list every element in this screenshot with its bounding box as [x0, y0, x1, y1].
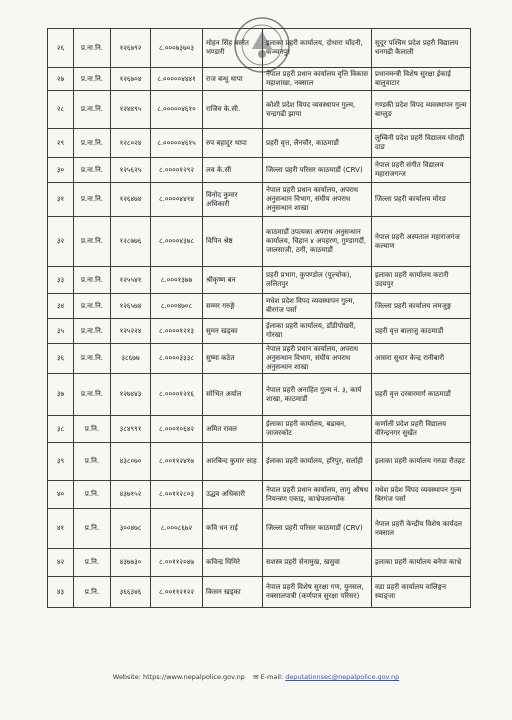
name-cell: सुमन खड्का: [203, 319, 263, 344]
id-number-cell: ८.००००३३३८: [151, 344, 203, 374]
staff-number-cell: १२८०२४: [111, 129, 151, 158]
transfer-table: [47, 28, 471, 608]
serial-number-cell: ४२: [48, 549, 74, 577]
id-number-cell: ८.००००१२९२: [151, 158, 203, 183]
new-office-cell: इलाका प्रहरी कार्यालय गरुडा रौतहट: [372, 443, 471, 481]
page-footer: [0, 673, 512, 681]
current-office-cell: नेपाल प्रहरी प्रधान कार्यालय, अपराध अनुसन्धान विभाग, संघीय अपराध अनुसन्धान शाखा: [263, 344, 372, 374]
name-cell: किसन खड्का: [203, 577, 263, 608]
serial-number-cell: ३०: [48, 158, 74, 183]
staff-number-cell: ४३७७३०: [111, 549, 151, 577]
table-row: [48, 549, 471, 577]
staff-number-cell: १२६७०४: [111, 68, 151, 91]
current-office-cell: इलाका प्रहरी कार्यालय, दोधारा चाँदनी, कञ्चनपुर: [263, 29, 372, 68]
name-cell: श्रीकृष्ण बन: [203, 267, 263, 294]
name-cell: सम्मर गरुङ्गे: [203, 294, 263, 319]
current-office-cell: नेपाल प्रहरी प्रधान कार्यालय, लागु औषध नियन्त्रण एकाइ, काभ्रेपलान्चोक: [263, 481, 372, 509]
id-number-cell: ८.०००८६७२: [151, 509, 203, 549]
website-label: Website: https://www.nepalpolice.gov.np: [112, 673, 245, 681]
current-office-cell: ईलाका प्रहरी कार्यालय, डाँडीपोखरी, गोरखा: [263, 319, 372, 344]
serial-number-cell: ३३: [48, 267, 74, 294]
serial-number-cell: २९: [48, 129, 74, 158]
new-office-cell: प्रधानमन्त्री विशेष सुरक्षा ईकाई बालुवाटार: [372, 68, 471, 91]
table-row: [48, 217, 471, 267]
current-office-cell: नेपाल प्रहरी अनाहित गुल्म नं. ३, कार्य शाखा, काठमाडौं: [263, 374, 372, 416]
name-cell: लव के.सी: [203, 158, 263, 183]
new-office-cell: सुदूर पश्चिम प्रदेश प्रहरी विद्यालय धनगढी कैलाली: [372, 29, 471, 68]
id-number-cell: ८.००११२०४७: [151, 549, 203, 577]
rank-cell: प्र.नि.: [74, 416, 111, 443]
name-cell: विपिन श्रेष्ठ: [203, 217, 263, 267]
table-row: [48, 68, 471, 91]
id-number-cell: ८.०००००४६१०: [151, 91, 203, 129]
staff-number-cell: ४३८०७०: [111, 443, 151, 481]
rank-cell: प्र.ना.नि.: [74, 183, 111, 217]
staff-number-cell: १२६५७४: [111, 294, 151, 319]
id-number-cell: ८.००११२१२२: [151, 577, 203, 608]
new-office-cell: इलाका प्रहरी कार्यालय बनेपा काभ्रे: [372, 549, 471, 577]
rank-cell: प्र.नि.: [74, 577, 111, 608]
table-row: [48, 183, 471, 217]
name-cell: उद्धव अधिकारी: [203, 481, 263, 509]
table-row: [48, 294, 471, 319]
rank-cell: प्र.ना.नि.: [74, 129, 111, 158]
current-office-cell: काठमाडौं उपत्यका अपराध अनुसन्धान कार्यालय, चिहान ४ अपहरण, गुण्डागर्दी, जालसाजी, ठगी, काठमाडौं: [263, 217, 372, 267]
table-row: [48, 577, 471, 608]
serial-number-cell: २७: [48, 68, 74, 91]
current-office-cell: सशस्त्र प्रहरी सेनामुख, खसुवा: [263, 549, 372, 577]
id-number-cell: ८.००००१२१६: [151, 374, 203, 416]
staff-number-cell: ३६६३४६: [111, 577, 151, 608]
new-office-cell: वडा प्रहरी कार्यालय वालिङ्गन स्याङ्जा: [372, 577, 471, 608]
table-row: [48, 129, 471, 158]
new-office-cell: नेपाल प्रहरी अस्पताल महाराजगंज कल्याण: [372, 217, 471, 267]
serial-number-cell: २६: [48, 29, 74, 68]
current-office-cell: जिल्ला प्रहरी परिसर काठमाडौं (CRV): [263, 509, 372, 549]
rank-cell: प्र.ना.नि.: [74, 344, 111, 374]
new-office-cell: इलाका प्रहरी कार्यालय कटारी उदयपुर: [372, 267, 471, 294]
new-office-cell: प्रहरी वृत्त बालाजु काठमाडौं: [372, 319, 471, 344]
serial-number-cell: ३८: [48, 416, 74, 443]
new-office-cell: लुम्बिनी प्रदेश प्रहरी विद्यालय घोराही दाङ: [372, 129, 471, 158]
staff-number-cell: १२६७९२: [111, 29, 151, 68]
rank-cell: प्र.ना.नि.: [74, 158, 111, 183]
rank-cell: प्र.नि.: [74, 509, 111, 549]
table-row: [48, 416, 471, 443]
transfer-table-body: [48, 29, 471, 608]
table-row: [48, 509, 471, 549]
serial-number-cell: ३७: [48, 374, 74, 416]
serial-number-cell: ३९: [48, 443, 74, 481]
staff-number-cell: १२५६२५: [111, 158, 151, 183]
staff-number-cell: १२७४४३: [111, 374, 151, 416]
name-cell: कवि धन राई: [203, 509, 263, 549]
new-office-cell: नेपाल प्रहरी केन्द्रीय विशेष कार्यदल नक्साल: [372, 509, 471, 549]
name-cell: सुष्मा कठेत: [203, 344, 263, 374]
table-row: [48, 319, 471, 344]
current-office-cell: ईलाका प्रहरी कार्यालय, हरिपुर, सर्लाही: [263, 443, 372, 481]
current-office-cell: जिल्ला प्रहरी परिसर काठमाडौं (CRV): [263, 158, 372, 183]
serial-number-cell: ३१: [48, 183, 74, 217]
staff-number-cell: १२५२२४: [111, 319, 151, 344]
serial-number-cell: ४१: [48, 509, 74, 549]
new-office-cell: जिल्ला प्रहरी कार्यालय मोरङ: [372, 183, 471, 217]
current-office-cell: ईलाका प्रहरी कार्यालय, बढाबन, जाजरकोट: [263, 416, 372, 443]
rank-cell: प्र.ना.नि.: [74, 68, 111, 91]
name-cell: राज बन्धु थापा: [203, 68, 263, 91]
rank-cell: प्र.ना.नि.: [74, 217, 111, 267]
id-number-cell: ८.००११२८०३: [151, 481, 203, 509]
rank-cell: प्र.नि.: [74, 549, 111, 577]
staff-number-cell: ४३७१५२: [111, 481, 151, 509]
current-office-cell: कोशी प्रदेश विपद व्यवस्थापन गुल्म, चन्द्रगढी झापा: [263, 91, 372, 129]
name-cell: कविन्द्र घिमिरे: [203, 549, 263, 577]
table-row: [48, 29, 471, 68]
id-number-cell: ८.००००१२१३: [151, 319, 203, 344]
rank-cell: प्र.ना.नि.: [74, 374, 111, 416]
rank-cell: प्र.ना.नि.: [74, 91, 111, 129]
id-number-cell: ८.००००४३७८: [151, 217, 203, 267]
current-office-cell: नेपाल प्रहरी विशेष सुरक्षा गण, युनसल, नक्सालपात्री (कर्णपात्र सुरक्षा परिसर): [263, 577, 372, 608]
name-cell: सोभित अर्याल: [203, 374, 263, 416]
id-number-cell: ८.०००००४६१५: [151, 129, 203, 158]
serial-number-cell: २८: [48, 91, 74, 129]
id-number-cell: ८.०००७३७०३: [151, 29, 203, 68]
table-row: [48, 91, 471, 129]
name-cell: मोहन सिंह बस्नेत भण्डारी: [203, 29, 263, 68]
name-cell: आरबिन्द कुमार साह: [203, 443, 263, 481]
serial-number-cell: ४३: [48, 577, 74, 608]
serial-number-cell: ३२: [48, 217, 74, 267]
current-office-cell: प्रहरी प्रभाग, कुपण्डोल (पुल्चोक), ललितपुर: [263, 267, 372, 294]
new-office-cell: कर्णाली प्रदेश प्रहरी विद्यालय वीरेन्द्रनगर सुर्खेत: [372, 416, 471, 443]
name-cell: राजिव के.सी.: [203, 91, 263, 129]
staff-number-cell: १२८७७६: [111, 217, 151, 267]
current-office-cell: मधेश प्रदेश विपद व्यवस्थापन गुल्म, बीरगंज पर्सा: [263, 294, 372, 319]
staff-number-cell: १२६४७४: [111, 183, 151, 217]
new-office-cell: प्रहरी वृत्त दरबारमार्ग काठमाडौं: [372, 374, 471, 416]
table-row: [48, 158, 471, 183]
rank-cell: प्र.ना.नि.: [74, 267, 111, 294]
table-row: [48, 267, 471, 294]
email-icon: ✉: [253, 673, 259, 681]
rank-cell: प्र.ना.नि.: [74, 29, 111, 68]
new-office-cell: मधेश प्रदेश विपद व्यवस्थापन गुल्म बिरगंज पर्सा: [372, 481, 471, 509]
id-number-cell: ८.०००००४४४१: [151, 68, 203, 91]
table-row: [48, 374, 471, 416]
new-office-cell: नेपाल प्रहरी संगीत विद्यालय महाराजगन्ज: [372, 158, 471, 183]
name-cell: विनोद कुमार अधिकारी: [203, 183, 263, 217]
rank-cell: प्र.ना.नि.: [74, 319, 111, 344]
new-office-cell: आसरा सुधार केन्द्र रानीबारी: [372, 344, 471, 374]
current-office-cell: प्रहरी वृत्त, लैनचौर, काठमाडौं: [263, 129, 372, 158]
staff-number-cell: ३००४७८: [111, 509, 151, 549]
table-row: [48, 481, 471, 509]
id-number-cell: ८.०००१०६४२: [151, 416, 203, 443]
rank-cell: प्र.नि.: [74, 481, 111, 509]
staff-number-cell: ३८४९९१: [111, 416, 151, 443]
new-office-cell: गण्डकी प्रदेश विपद व्यवस्थापन गुल्म बाग्लुङ: [372, 91, 471, 129]
rank-cell: प्र.नि.: [74, 443, 111, 481]
serial-number-cell: ३६: [48, 344, 74, 374]
table-row: [48, 344, 471, 374]
email-label: E-mail:: [260, 673, 286, 681]
name-cell: अमित रावल: [203, 416, 263, 443]
staff-number-cell: ३८६७७: [111, 344, 151, 374]
id-number-cell: ८.०००४७०८: [151, 294, 203, 319]
serial-number-cell: ३४: [48, 294, 74, 319]
rank-cell: प्र.ना.नि.: [74, 294, 111, 319]
serial-number-cell: ४०: [48, 481, 74, 509]
staff-number-cell: १२४४९५: [111, 91, 151, 129]
id-number-cell: ८.००००४४१४: [151, 183, 203, 217]
current-office-cell: नेपाल प्रहरी प्रधान कार्यालय, अपराध अनुसन्धान विभाग, संघीय अपराध अनुसन्धान शाखा: [263, 183, 372, 217]
id-number-cell: ८.००११२४१७: [151, 443, 203, 481]
id-number-cell: ८.०००१३७७: [151, 267, 203, 294]
new-office-cell: जिल्ला प्रहरी कार्यालय लमजुङ्ग: [372, 294, 471, 319]
name-cell: रुप बहादुर थापा: [203, 129, 263, 158]
staff-number-cell: १२५५४१: [111, 267, 151, 294]
current-office-cell: नेपाल प्रहरी प्रधान कार्यालय वृत्ति विकास महाशाखा, नक्साल: [263, 68, 372, 91]
table-row: [48, 443, 471, 481]
serial-number-cell: ३५: [48, 319, 74, 344]
email-link[interactable]: deputationsec@nepalpolice.gov.np: [285, 673, 400, 681]
